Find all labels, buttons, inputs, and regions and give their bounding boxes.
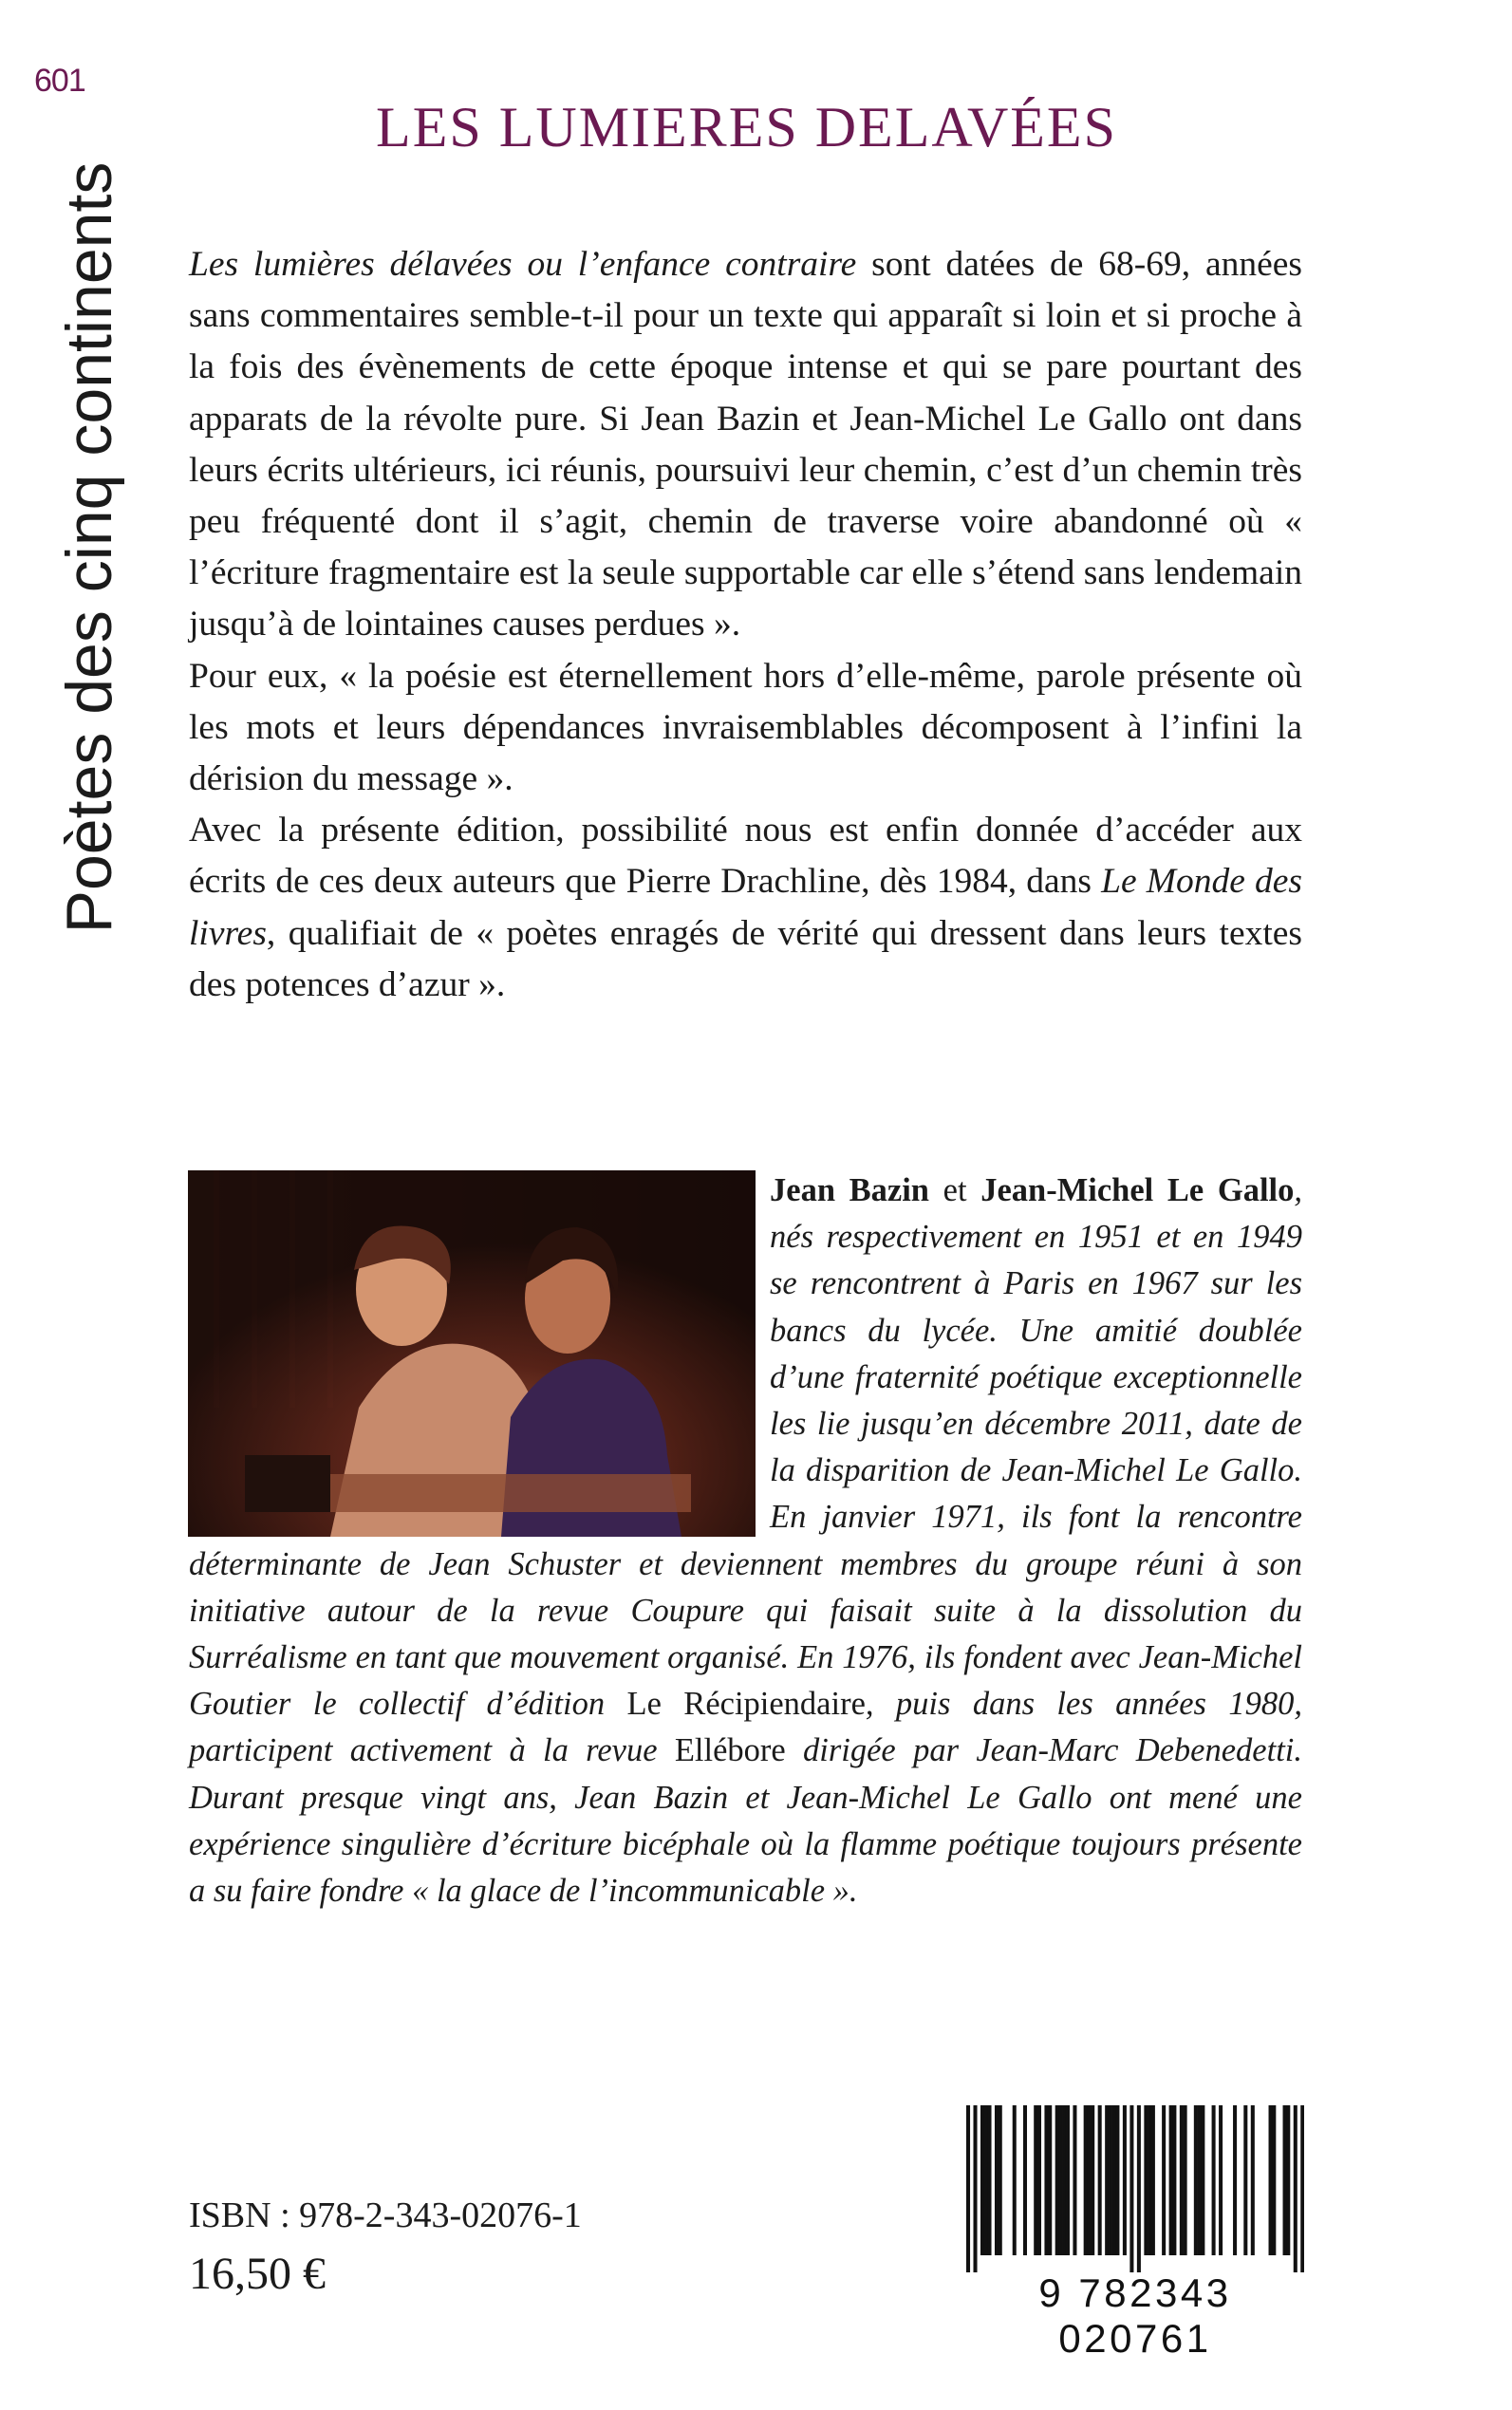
barcode-bar: [1300, 2105, 1304, 2272]
author-bio: [189, 1168, 1302, 1915]
blurb-text: Avec la présente édition, possibilité nous est enfin donnée d’accéder aux écrits de ces deux auteurs que Pierre Drachline, dès 1984, dans: [189, 811, 1302, 902]
barcode-bar: [1091, 2105, 1094, 2255]
barcode-bar: [1272, 2105, 1276, 2255]
barcode: [966, 2105, 1304, 2361]
blurb-book-title: Les lumières délavées ou l’enfance contraire: [189, 245, 857, 284]
barcode-bar: [1194, 2105, 1198, 2255]
barcode-bar: [1251, 2105, 1255, 2255]
barcode-bar: [1084, 2105, 1088, 2255]
barcode-digits: 9 782343 020761: [1038, 2270, 1232, 2361]
barcode-bar: [1048, 2105, 1052, 2255]
barcode-bar: [1105, 2105, 1109, 2255]
blurb-text: sont datées de 68-69, années sans commentaires semble-t-il pour un texte qui apparaît si loin et si proche à la fois des évènements de cette époque intense et qui se pare pourtant des apparats de la révolte pure. Si Jean Bazin et Jean-Michel Le Gallo ont dans leurs écrits ultérieurs, ici réunis, poursuivi leur chemin, c’est d’un chemin très peu fréquenté dont il s’agit, chemin de traverse voire abandonné où « l’écriture fragmentaire est la seule supportable car elle s’étend sans lendemain jusqu’à de lointaines causes perdues ».: [189, 245, 1302, 645]
barcode-bar: [999, 2105, 1002, 2255]
barcode-bar: [1123, 2105, 1127, 2255]
blurb: [189, 239, 1302, 1011]
barcode-bar: [1212, 2105, 1216, 2255]
barcode-bar: [1180, 2105, 1184, 2255]
blurb-publication: Le Monde des livres: [189, 862, 1302, 953]
barcode-bar: [1115, 2105, 1119, 2255]
bio-text: nés respectivement en 1951 et en 1949 se rencontrent à Paris en 1967 sur les bancs du lycée. Une amitié doublée d’une fraternité poétique exceptionnelle les lie jusqu’en décembre 2011, date de la disparition de Jean-Michel Le Gallo. En janvier 1971, ils font la rencontre déterminante de Jean Schuster et deviennent membres du groupe réuni à son initiative autour de la revue Coupure qui faisait suite à la dissolution du Surréalisme en tant que mouvement organisé. En 1976, ils fondent avec Jean-Michel Goutier le collectif d’édition: [189, 1219, 1302, 1723]
barcode-bar: [1087, 2105, 1091, 2255]
barcode-bar: [1023, 2105, 1027, 2255]
barcode-bar: [1058, 2105, 1062, 2255]
book-title: LES LUMIERES DELAVÉES: [376, 96, 1117, 159]
barcode-bar: [1184, 2105, 1187, 2255]
barcode-bar: [1198, 2105, 1202, 2255]
barcode-bar: [1172, 2105, 1176, 2255]
price-label: 16,50 €: [189, 2249, 326, 2299]
barcode-bar: [984, 2105, 988, 2255]
barcode-bar: [1137, 2105, 1141, 2272]
author-name: Jean Bazin: [770, 1172, 929, 1208]
barcode-bar: [1286, 2105, 1290, 2255]
blurb-paragraph-1: [189, 239, 1302, 651]
barcode-bar: [987, 2105, 991, 2255]
isbn-label: ISBN : 978-2-343-02076-1: [189, 2195, 582, 2235]
photo-float-spacer: [189, 1168, 770, 1534]
barcode-bar: [1169, 2105, 1173, 2255]
bio-conjunction: et: [929, 1172, 981, 1208]
barcode-bar: [1162, 2105, 1166, 2255]
barcode-bar: [973, 2105, 977, 2272]
bio-text: , puis dans les années 1980, participent activement à la revue: [189, 1686, 1302, 1769]
series-number: 601: [34, 63, 85, 99]
blurb-text: , qualifiait de « poètes enragés de vérité qui dressent dans leurs textes des potences d’azur ».: [189, 913, 1302, 1004]
blurb-paragraph-3: [189, 805, 1302, 1011]
barcode-bar: [966, 2105, 970, 2272]
barcode-bar: [1062, 2105, 1066, 2255]
barcode-bar: [1201, 2105, 1204, 2255]
barcode-bar: [1034, 2105, 1037, 2255]
bio-text: dirigée par Jean-Marc Debenedetti. Durant presque vingt ans, Jean Bazin et Jean-Michel Le Gallo ont mené une expérience singulière d’écriture bicéphale où la flamme poétique toujours présente a su faire fondre « la glace de l’incommunicable ».: [189, 1732, 1302, 1910]
barcode-bar: [1098, 2105, 1102, 2255]
barcode-bar: [1073, 2105, 1076, 2255]
blurb-paragraph-2: Pour eux, « la poésie est éternellement hors d’elle-même, parole présente où les mots et leurs dépendances invraisemblables décomposent à l’infini la dérision du message ».: [189, 656, 1302, 799]
barcode-bar: [1243, 2105, 1247, 2255]
barcode-bar: [1037, 2105, 1041, 2255]
review-name: Ellébore: [674, 1732, 786, 1769]
barcode-bar: [1109, 2105, 1112, 2255]
barcode-bar: [980, 2105, 984, 2255]
barcode-bar: [1144, 2105, 1148, 2255]
barcode-bar: [1066, 2105, 1070, 2255]
barcode-bar: [1219, 2105, 1223, 2255]
barcode-bar: [1129, 2105, 1133, 2272]
bio-comma: ,: [1294, 1172, 1302, 1208]
barcode-bar: [1148, 2105, 1151, 2255]
barcode-bar: [1151, 2105, 1155, 2255]
barcode-bar: [995, 2105, 999, 2255]
barcode-bar: [1294, 2105, 1297, 2272]
barcode-bar: [1233, 2105, 1237, 2255]
barcode-bar: [1112, 2105, 1116, 2255]
barcode-bar: [1269, 2105, 1273, 2255]
publisher-name: Le Récipiendaire: [626, 1686, 866, 1723]
series-name: Poètes des cinq continents: [53, 161, 125, 934]
barcode-bars: [966, 2105, 1304, 2272]
barcode-bar: [1283, 2105, 1287, 2255]
barcode-bar: [1013, 2105, 1017, 2255]
author-name: Jean-Michel Le Gallo: [980, 1172, 1295, 1208]
barcode-bar: [1044, 2105, 1048, 2255]
barcode-bar: [1055, 2105, 1059, 2255]
